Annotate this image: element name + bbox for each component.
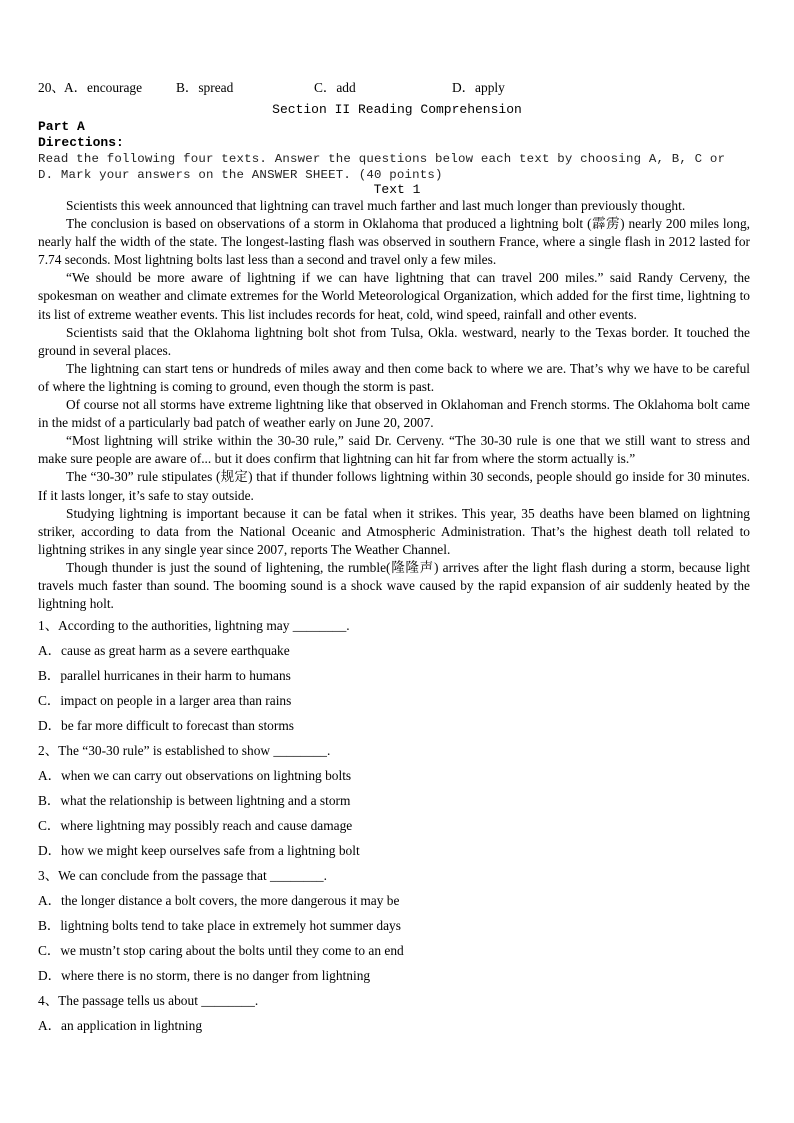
paragraph: The “30-30” rule stipulates (规定) that if thunder follows lightning within 30 seconds, people should go inside for 30 minutes. If it lasts longer, it’s safe to stay outside. [38,469,750,503]
answer-option: D．be far more difficult to forecast than storms [38,718,294,733]
passage [38,197,750,613]
option-d: D．apply [452,80,505,95]
answer-option: B．parallel hurricanes in their harm to humans [38,668,291,683]
question-list [38,617,750,1042]
answer-option: A．an application in lightning [38,1018,203,1033]
paragraph: Scientists this week announced that lightning can travel much farther and last much longer than previously thought. [66,198,686,213]
question-20-options [38,77,505,96]
answer-option: A．the longer distance a bolt covers, the more dangerous it may be [38,893,400,908]
question-stem: 4、The passage tells us about ________. [38,993,259,1008]
paragraph: Of course not all storms have extreme lightning like that observed in Oklahoman and French storms. The Oklahoma bolt came in the midst of a particularly bad patch of weather early on June 20, 2007. [38,397,750,431]
question-stem: 2、The “30-30 rule” is established to show ________. [38,743,331,758]
answer-option: D．where there is no storm, there is no danger from lightning [38,968,371,983]
option-c: C．add [314,80,356,95]
answer-option: C．we mustn’t stop caring about the bolts until they come to an end [38,943,404,958]
paragraph: The conclusion is based on observations of a storm in Oklahoma that produced a lightning bolt (霹雳) nearly 200 miles long, nearly half the width of the state. The longest-lasting flash was observed in southern France, where a single flash in 2012 lasted for 7.74 seconds. Most lightning bolts last less than a second and travel only a few miles. [38,216,750,268]
paragraph: Though thunder is just the sound of lightening, the rumble(隆隆声) arrives after the light flash during a storm, because light travels much faster than sound. The booming sound is a shock wave caused by the rapid expansion of air suddenly heated by the lightning holt. [38,559,750,612]
option-a: A．encourage [64,80,143,95]
question-stem: 1、According to the authorities, lightning may ________. [38,618,350,633]
answer-option: B．what the relationship is between lightning and a storm [38,793,351,808]
part-header [38,119,124,151]
section-title: Section II Reading Comprehension [272,102,522,117]
paragraph: “We should be more aware of lightning if we can have lightning that can travel 200 miles.” said Randy Cerveny, the spokesman on weather and climate extremes for the World Meteorological Organization, which added for the first time, lightning to its list of extreme weather events. This list includes records for heat, cold, wind speed, rainfall and other events. [38,270,750,322]
part-label: Part A [38,119,85,134]
answer-option: B．lightning bolts tend to take place in extremely hot summer days [38,918,401,933]
paragraph: The lightning can start tens or hundreds of miles away and then come back to where we are. That’s why we have to be careful of where the lightning is coming to ground, even though the storm is past. [38,360,750,394]
answer-option: C．where lightning may possibly reach and cause damage [38,818,353,833]
directions-label: Directions: [38,135,124,150]
question-20-number: 20、 [38,80,65,95]
text-title: Text 1 [373,182,421,197]
answer-option: A．cause as great harm as a severe earthquake [38,643,290,658]
answer-option: A．when we can carry out observations on lightning bolts [38,768,352,783]
option-b: B．spread [176,80,234,95]
answer-option: D．how we might keep ourselves safe from a lightning bolt [38,843,360,858]
paragraph: Studying lightning is important because it can be fatal when it strikes. This year, 35 deaths have been blamed on lightning striker, according to data from the National Oceanic and Atmospheric Administration. That’s the highest death toll related to lightning strikes in any single year since 2007, reports The Weather Channel. [38,505,750,557]
paragraph: Scientists said that the Oklahoma lightning bolt shot from Tulsa, Okla. westward, nearly to the Texas border. It touched the ground in several places. [38,324,750,358]
directions-text: Read the following four texts. Answer the questions below each text by choosing A, B, C or D. Mark your answers on the ANSWER SHEET. (40 points) [38,152,726,182]
answer-option: C．impact on people in a larger area than rains [38,693,292,708]
paragraph: “Most lightning will strike within the 30-30 rule,” said Dr. Cerveny. “The 30-30 rule is one that we still want to stress and make sure people are aware of... but it does confirm that lightning can hit far from where the storm actually is.” [38,433,750,467]
question-stem: 3、We can conclude from the passage that ________. [38,868,327,883]
